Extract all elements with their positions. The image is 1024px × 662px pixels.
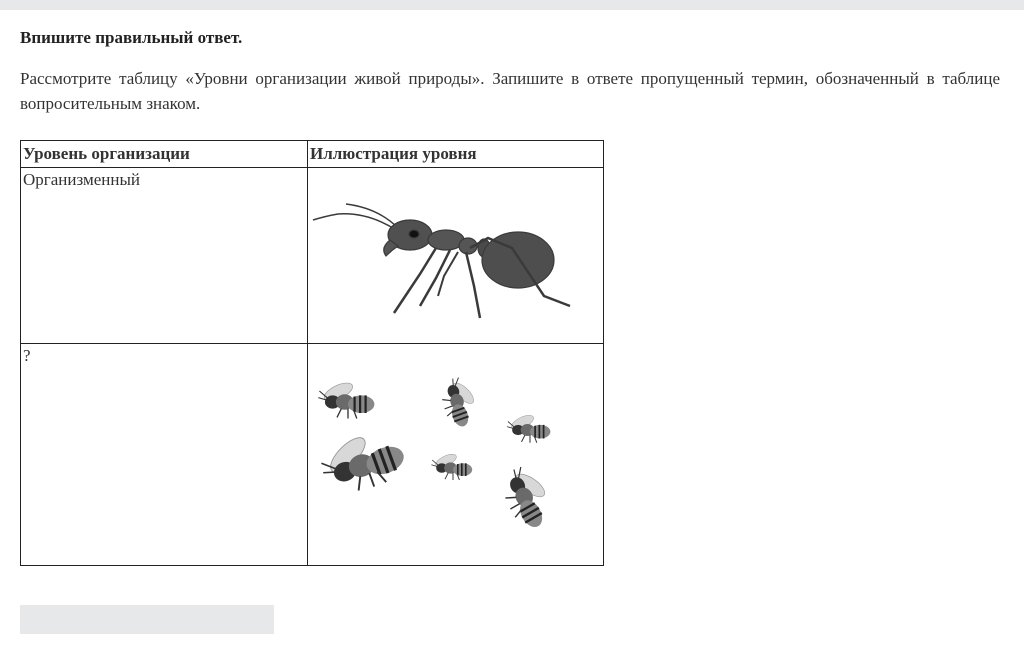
levels-table	[20, 140, 604, 566]
table-header-row	[21, 141, 604, 168]
level-cell: ?	[21, 344, 308, 566]
task-header: Впишите правильный ответ.	[20, 28, 243, 47]
table-row	[21, 168, 604, 344]
column-header-illustration: Иллюстрация уровня	[308, 141, 604, 168]
illustration-cell	[308, 344, 604, 566]
bee-swarm-image	[308, 344, 602, 565]
column-header-level: Уровень организации	[21, 141, 308, 168]
level-cell: Организменный	[21, 168, 308, 344]
task-text: Рассмотрите таблицу «Уровни организации живой природы». Запишите в ответе пропущенный термин, обозначенный в таблице вопросительным знаком.	[20, 69, 1000, 113]
ant-image	[308, 168, 602, 343]
table-row	[21, 344, 604, 566]
illustration-cell	[308, 168, 604, 344]
top-strip	[0, 0, 1024, 10]
answer-input[interactable]	[20, 605, 274, 634]
